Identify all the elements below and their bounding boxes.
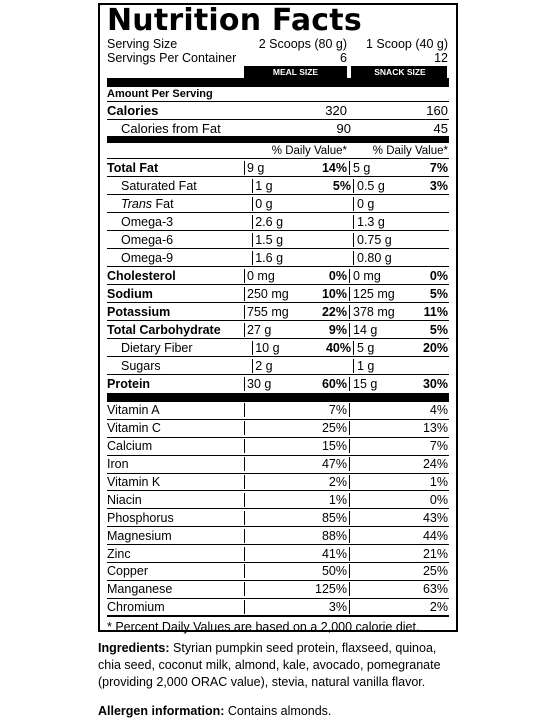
vitamin-label: Vitamin K: [107, 475, 161, 489]
vitamin-meal-dv: 25%: [244, 421, 349, 435]
vitamin-snack-dv: 2%: [349, 600, 449, 614]
nutrient-meal-amount: 2 g: [255, 358, 273, 373]
nutrient-snack-dv: 30%: [422, 377, 448, 391]
nutrient-label: Protein: [107, 377, 151, 391]
nutrient-label: Potassium: [107, 304, 171, 319]
ingredients-key: Ingredients:: [98, 641, 170, 655]
nutrient-meal-dv: 9%: [328, 322, 347, 337]
nutrient-meal-cell: [252, 251, 353, 265]
nutrient-row: [107, 267, 449, 285]
vitamin-label: Calcium: [107, 439, 153, 454]
vitamin-snack-dv: 4%: [349, 403, 449, 417]
vitamin-label: Iron: [107, 457, 129, 472]
calories-label: Calories: [107, 103, 159, 118]
nutrient-meal-cell: [244, 269, 349, 283]
vitamin-snack-dv: 0%: [349, 493, 449, 507]
vitamin-meal-dv: 2%: [244, 475, 349, 489]
nutrient-snack-cell: [353, 341, 449, 355]
vitamin-row: [107, 527, 449, 545]
nutrient-meal-cell: [244, 377, 349, 391]
vitamin-list: [107, 402, 449, 617]
daily-value-header-meal: % Daily Value*: [271, 144, 347, 157]
nutrient-label-italic: Trans: [121, 196, 153, 211]
nutrient-meal-cell: [244, 287, 349, 301]
daily-value-header-snack: % Daily Value*: [372, 144, 448, 157]
vitamin-meal-dv: 50%: [244, 564, 349, 578]
calories-snack: 160: [426, 103, 448, 118]
vitamin-label: Copper: [107, 564, 148, 579]
vitamin-row: [107, 438, 449, 456]
nutrient-meal-cell: [252, 179, 353, 193]
nutrient-meal-amount: 1.6 g: [255, 250, 284, 265]
nutrient-meal-dv: 5%: [332, 178, 351, 193]
amount-per-serving: [107, 87, 449, 102]
daily-value-footnote: * Percent Daily Values are based on a 2,000 calorie diet.: [107, 619, 420, 634]
nutrient-row: [107, 303, 449, 321]
nutrient-meal-dv: 22%: [321, 304, 347, 319]
thick-divider-2: [107, 136, 449, 143]
nutrient-snack-amount: 0 g: [357, 196, 375, 211]
nutrient-meal-dv: 60%: [321, 377, 347, 391]
nutrient-meal-cell: [244, 323, 349, 337]
calories-from-fat-meal: 90: [336, 120, 352, 136]
meal-size-header: MEAL SIZE: [244, 66, 347, 78]
vitamin-meal-dv: 1%: [244, 493, 349, 507]
vitamin-label: Phosphorus: [107, 510, 174, 525]
calories-from-fat-label: Calories from Fat: [121, 120, 221, 136]
vitamin-label: Chromium: [107, 599, 165, 614]
calories-from-fat-snack: 45: [433, 120, 448, 136]
nutrient-label: Total Fat: [107, 160, 159, 175]
vitamin-snack-dv: 24%: [349, 457, 449, 471]
nutrient-snack-amount: 1 g: [357, 358, 375, 373]
nutrient-meal-amount: 755 mg: [247, 304, 289, 319]
nutrient-snack-dv: 5%: [429, 322, 448, 337]
servings-per-container-meal: 6: [340, 51, 347, 65]
vitamin-snack-dv: 44%: [349, 529, 449, 543]
nutrient-meal-dv: 0%: [328, 268, 347, 283]
nutrient-snack-amount: 378 mg: [353, 304, 395, 319]
nutrient-snack-dv: 0%: [429, 268, 448, 283]
nutrient-snack-dv: 5%: [429, 286, 448, 301]
vitamin-label: Zinc: [107, 546, 131, 561]
nutrient-snack-cell: [353, 233, 449, 247]
thick-divider-3: [107, 393, 449, 402]
vitamin-snack-dv: 1%: [349, 475, 449, 489]
nutrient-meal-amount: 250 mg: [247, 286, 289, 301]
vitamin-row: [107, 474, 449, 492]
nutrient-snack-cell: [353, 251, 449, 265]
nutrient-row: [107, 177, 449, 195]
nutrient-snack-amount: 0.75 g: [357, 232, 392, 247]
nutrition-facts-label: [98, 3, 458, 632]
calories-row: [107, 102, 449, 120]
nutrient-meal-amount: 30 g: [247, 377, 272, 391]
serving-size-label: Serving Size: [107, 37, 178, 51]
nutrient-meal-amount: 9 g: [247, 160, 265, 175]
serving-size-row: [107, 37, 449, 51]
allergen-key: Allergen information:: [98, 704, 225, 718]
nutrient-label: Sodium: [107, 286, 153, 301]
nutrient-label-rest: Fat: [152, 196, 174, 211]
vitamin-row: [107, 509, 449, 527]
vitamin-meal-dv: 125%: [244, 582, 349, 596]
nutrient-meal-amount: 10 g: [255, 340, 280, 355]
servings-per-container-snack: 12: [434, 51, 448, 65]
nutrient-snack-cell: [353, 197, 449, 211]
servings-per-container-label: Servings Per Container: [107, 51, 237, 65]
thick-divider: [107, 78, 449, 87]
nutrient-snack-amount: 125 mg: [353, 286, 395, 301]
serving-size-snack: 1 Scoop (40 g): [366, 37, 448, 51]
vitamin-snack-dv: 13%: [349, 421, 449, 435]
nutrient-snack-amount: 5 g: [353, 160, 371, 175]
vitamin-snack-dv: 43%: [349, 511, 449, 525]
nutrient-label: Dietary Fiber: [121, 340, 193, 355]
vitamin-meal-dv: 3%: [244, 600, 349, 614]
nutrient-meal-dv: 10%: [321, 286, 347, 301]
nutrient-snack-cell: [353, 179, 449, 193]
nutrient-row: [107, 357, 449, 375]
nutrient-snack-cell: [349, 323, 449, 337]
daily-value-header-row: [107, 143, 449, 159]
vitamin-snack-dv: 21%: [349, 547, 449, 561]
size-header-row: [107, 66, 449, 78]
vitamin-meal-dv: 15%: [244, 439, 349, 453]
nutrient-meal-dv: 40%: [325, 340, 351, 355]
nutrient-snack-cell: [349, 269, 449, 283]
vitamin-row: [107, 599, 449, 617]
vitamin-snack-dv: 25%: [349, 564, 449, 578]
nutrient-list: [107, 159, 449, 393]
nutrient-snack-cell: [353, 215, 449, 229]
nutrient-meal-cell: [252, 233, 353, 247]
nutrient-label: Omega-9: [121, 250, 174, 265]
nutrient-row: [107, 375, 449, 393]
nutrient-meal-amount: 2.6 g: [255, 214, 284, 229]
nutrient-label: Saturated Fat: [121, 178, 197, 193]
vitamin-meal-dv: 41%: [244, 547, 349, 561]
nutrient-meal-amount: 1 g: [255, 178, 273, 193]
label-title: Nutrition Facts: [107, 3, 362, 38]
nutrient-row: [107, 285, 449, 303]
nutrient-meal-dv: 14%: [321, 160, 347, 175]
vitamin-label: Vitamin A: [107, 403, 160, 418]
nutrient-snack-cell: [353, 359, 449, 373]
nutrient-meal-cell: [244, 161, 349, 175]
nutrient-row: [107, 249, 449, 267]
snack-size-header: SNACK SIZE: [351, 66, 447, 78]
nutrient-row: [107, 159, 449, 177]
nutrient-label: Omega-3: [121, 214, 174, 229]
nutrient-snack-amount: 14 g: [353, 322, 378, 337]
vitamin-row: [107, 581, 449, 599]
nutrient-meal-amount: 27 g: [247, 322, 272, 337]
nutrient-snack-amount: 15 g: [353, 377, 378, 391]
vitamin-row: [107, 491, 449, 509]
nutrient-meal-cell: [252, 197, 353, 211]
nutrient-snack-amount: 1.3 g: [357, 214, 385, 229]
nutrient-label: Sugars: [121, 358, 161, 373]
allergen-text: Contains almonds.: [224, 704, 332, 718]
calories-meal: 320: [325, 103, 347, 118]
nutrient-snack-dv: 20%: [422, 340, 448, 355]
nutrient-snack-amount: 0.5 g: [357, 178, 385, 193]
nutrient-meal-amount: 1.5 g: [255, 232, 284, 247]
vitamin-label: Vitamin C: [107, 421, 161, 436]
vitamin-label: Niacin: [107, 492, 142, 507]
ingredients-block: [98, 640, 458, 691]
nutrient-snack-dv: 3%: [429, 178, 448, 193]
vitamin-meal-dv: 47%: [244, 457, 349, 471]
vitamin-snack-dv: 63%: [349, 582, 449, 596]
vitamin-label: Manganese: [107, 582, 173, 597]
nutrient-row: [107, 213, 449, 231]
vitamin-row: [107, 545, 449, 563]
nutrient-meal-cell: [244, 305, 349, 319]
allergen-block: [98, 703, 458, 720]
nutrient-row: [107, 321, 449, 339]
nutrient-snack-amount: 5 g: [357, 340, 375, 355]
ingredients-text: Styrian pumpkin seed protein, flaxseed, quinoa, chia seed, coconut milk, almond, kale, avocado, pomegranate (providing 2,000 ORAC value), stevia, natural vanilla flavor.: [98, 641, 441, 689]
nutrient-label: Cholesterol: [107, 268, 176, 283]
vitamin-row: [107, 563, 449, 581]
nutrient-meal-amount: 0 mg: [247, 268, 275, 283]
nutrient-row: [107, 339, 449, 357]
nutrient-label: Omega-6: [121, 232, 174, 247]
calories-from-fat-row: [107, 120, 449, 136]
vitamin-meal-dv: 88%: [244, 529, 349, 543]
nutrient-meal-cell: [252, 215, 353, 229]
nutrient-label: [107, 197, 252, 211]
nutrient-row: [107, 195, 449, 213]
nutrient-snack-cell: [349, 161, 449, 175]
nutrient-snack-dv: 7%: [429, 160, 448, 175]
nutrient-label: Total Carbohydrate: [107, 322, 221, 337]
nutrient-snack-amount: 0 mg: [353, 268, 381, 283]
vitamin-row: [107, 420, 449, 438]
vitamin-label: Magnesium: [107, 528, 172, 543]
nutrient-snack-amount: 0.80 g: [357, 250, 392, 265]
nutrient-meal-cell: [252, 341, 353, 355]
nutrient-meal-cell: [252, 359, 353, 373]
vitamin-row: [107, 456, 449, 474]
vitamin-row: [107, 402, 449, 420]
servings-per-container-row: [107, 51, 449, 65]
serving-size-meal: 2 Scoops (80 g): [258, 37, 347, 51]
amount-per-serving-text: Amount Per Serving: [107, 88, 213, 100]
nutrient-snack-cell: [349, 287, 449, 301]
nutrient-snack-dv: 11%: [423, 304, 448, 319]
vitamin-meal-dv: 7%: [244, 403, 349, 417]
nutrient-snack-cell: [349, 305, 449, 319]
nutrient-snack-cell: [349, 377, 449, 391]
vitamin-snack-dv: 7%: [349, 439, 449, 453]
nutrient-meal-amount: 0 g: [255, 196, 273, 211]
nutrient-row: [107, 231, 449, 249]
vitamin-meal-dv: 85%: [244, 511, 349, 525]
